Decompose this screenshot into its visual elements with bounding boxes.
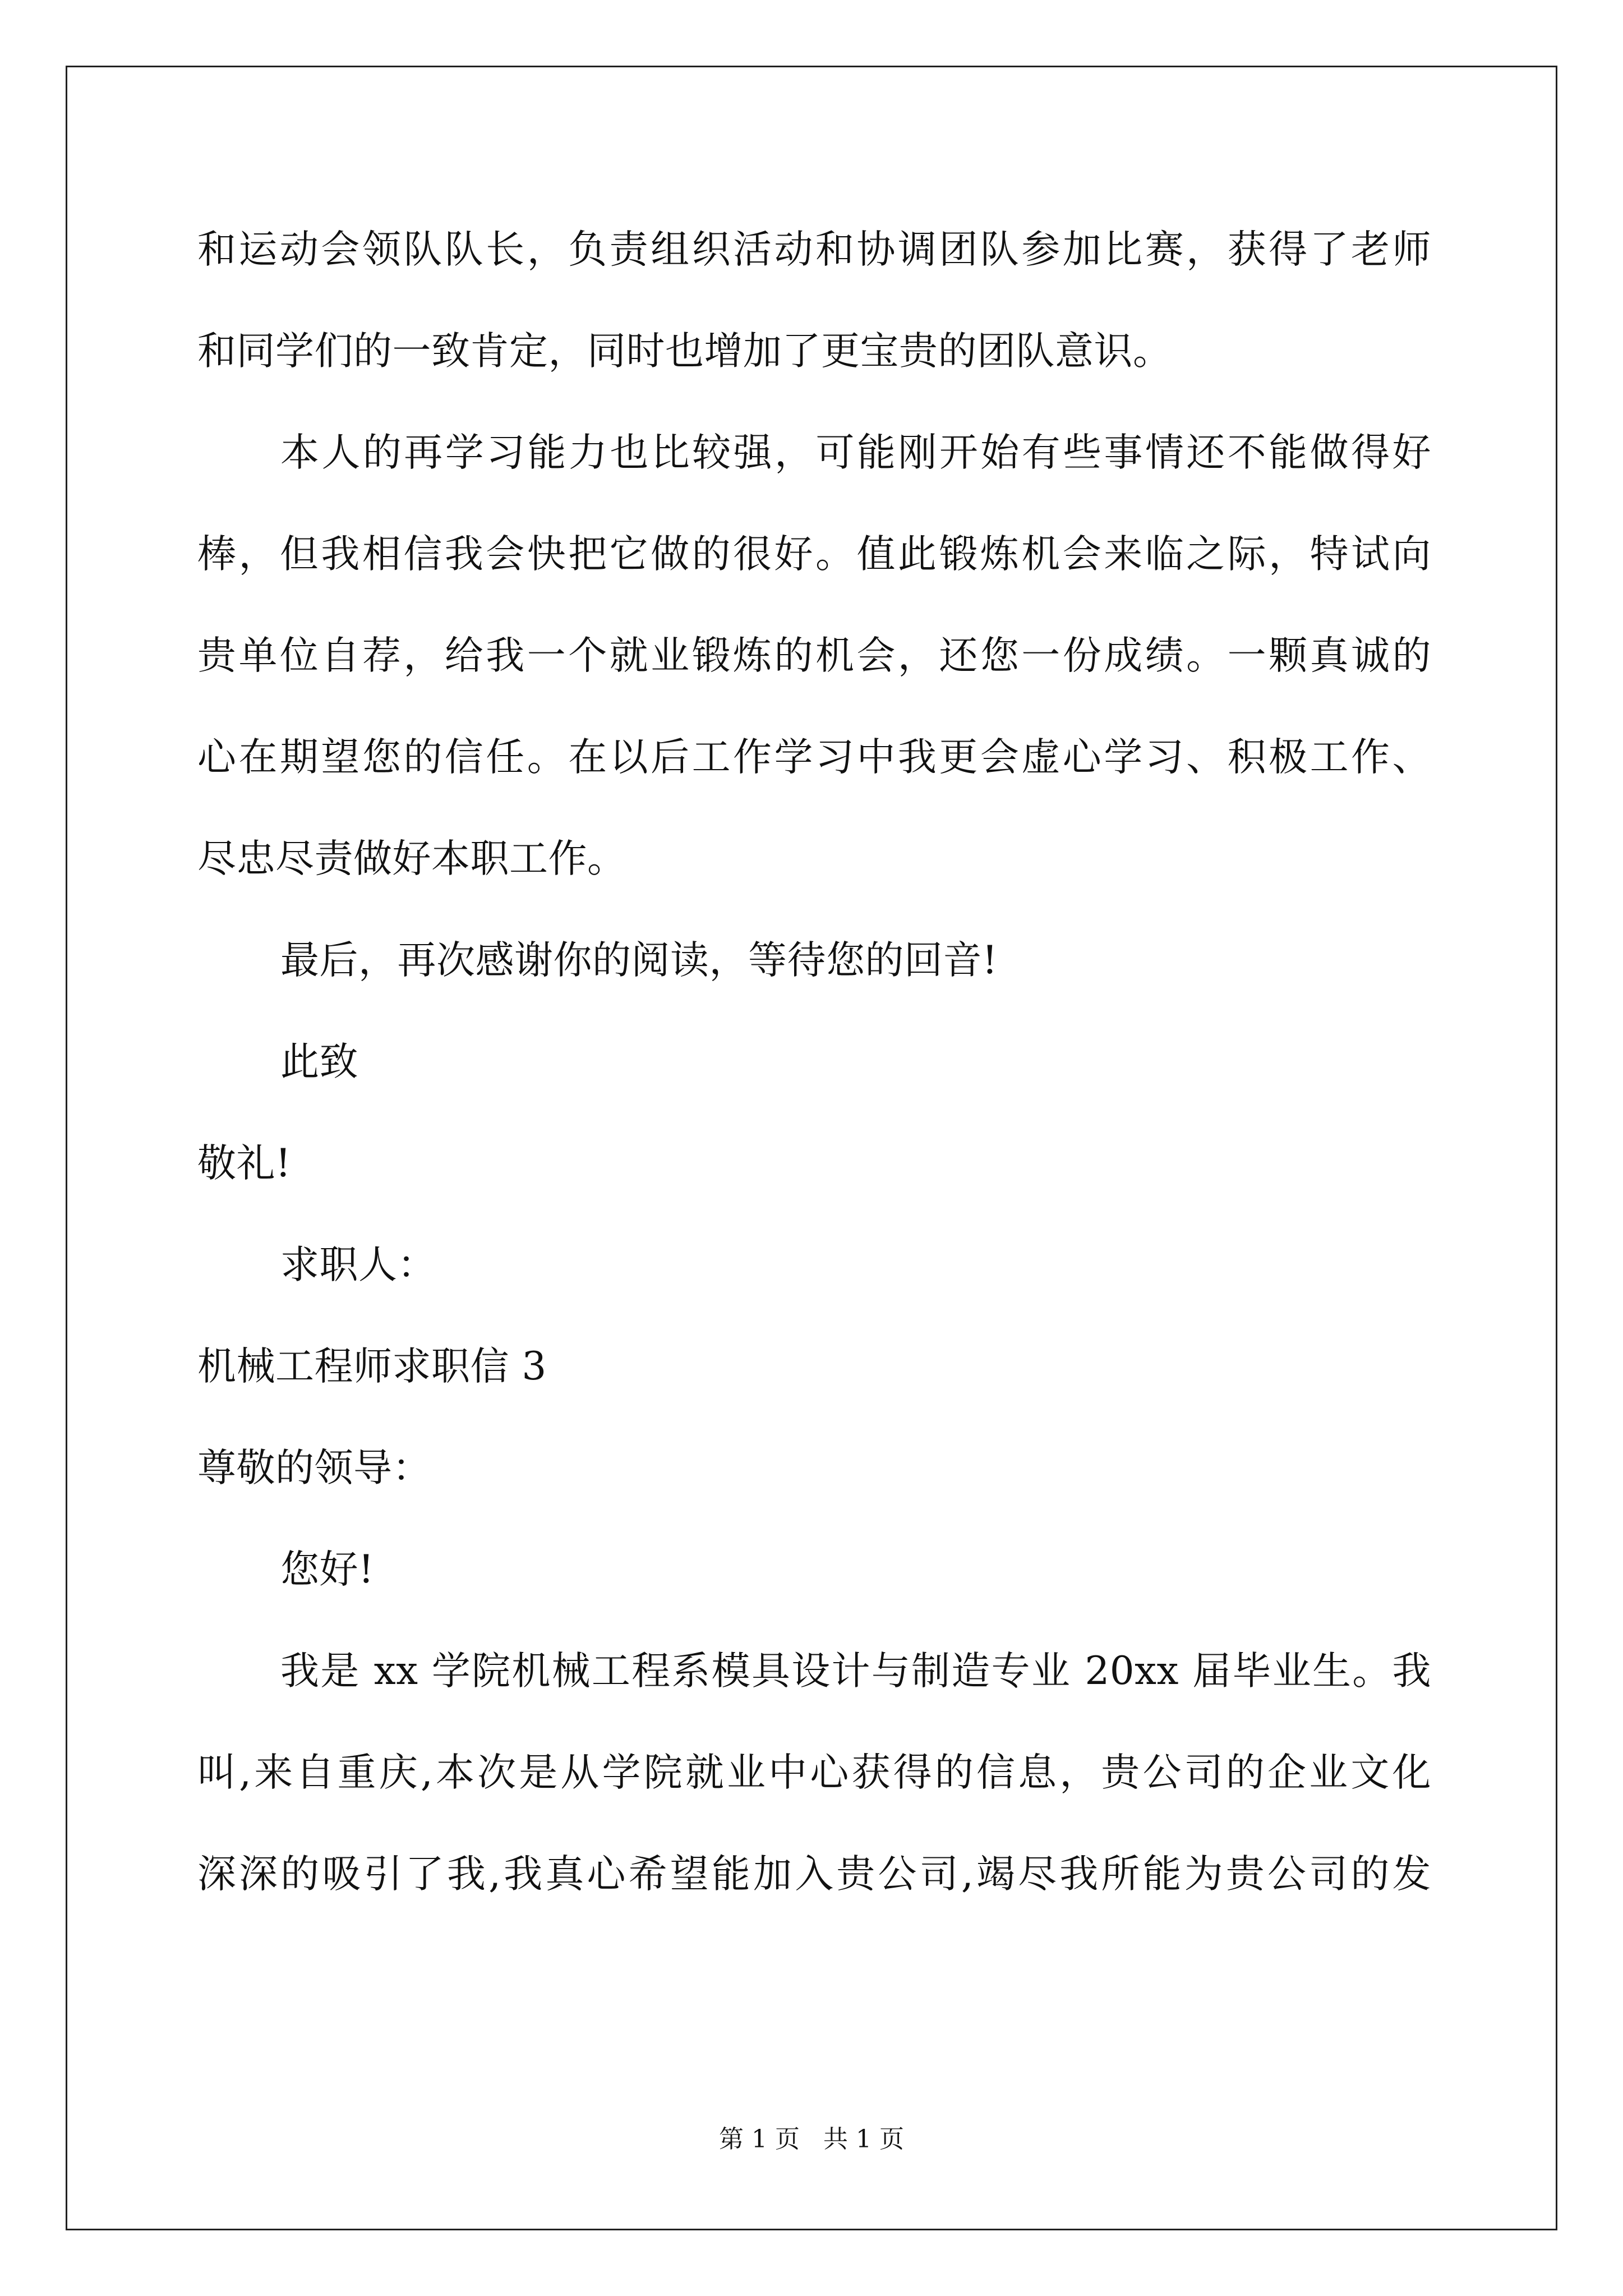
text-line-15: 我是 xx 学院机械工程系模具设计与制造专业 20xx 届毕业生。我 — [280, 1649, 1431, 1694]
text-line-3: 本人的再学习能力也比较强，可能刚开始有些事情还不能做得好 — [280, 430, 1431, 475]
text-line-6: 心在期望您的信任。在以后工作学习中我更会虚心学习、积极工作、 — [197, 735, 1431, 780]
text-line-2: 和同学们的一致肯定，同时也增加了更宝贵的团队意识。 — [197, 329, 1172, 374]
text-line-5: 贵单位自荐，给我一个就业锻炼的机会，还您一份成绩。一颗真诚的 — [197, 633, 1431, 678]
text-line-16: 叫,来自重庆,本次是从学院就业中心获得的信息，贵公司的企业文化 — [197, 1750, 1431, 1795]
text-line-10: 敬礼! — [197, 1141, 292, 1186]
text-line-8: 最后，再次感谢你的阅读，等待您的回音! — [280, 938, 998, 983]
text-line-7: 尽忠尽责做好本职工作。 — [197, 836, 626, 881]
salutation: 尊敬的领导： — [197, 1446, 431, 1490]
text-line-1: 和运动会领队队长，负责组织活动和协调团队参加比赛，获得了老师 — [197, 227, 1431, 272]
document-body — [197, 199, 1431, 1925]
section-heading: 机械工程师求职信 3 — [197, 1344, 547, 1389]
text-line-17: 深深的吸引了我,我真心希望能加入贵公司,竭尽我所能为贵公司的发 — [197, 1852, 1431, 1897]
greeting: 您好! — [280, 1547, 375, 1592]
text-line-9: 此致 — [280, 1039, 358, 1084]
text-line-11: 求职人： — [280, 1243, 436, 1287]
text-line-4: 棒，但我相信我会快把它做的很好。值此锻炼机会来临之际，特试向 — [197, 532, 1431, 577]
page-footer: 第 1 页 共 1 页 — [719, 2125, 904, 2154]
